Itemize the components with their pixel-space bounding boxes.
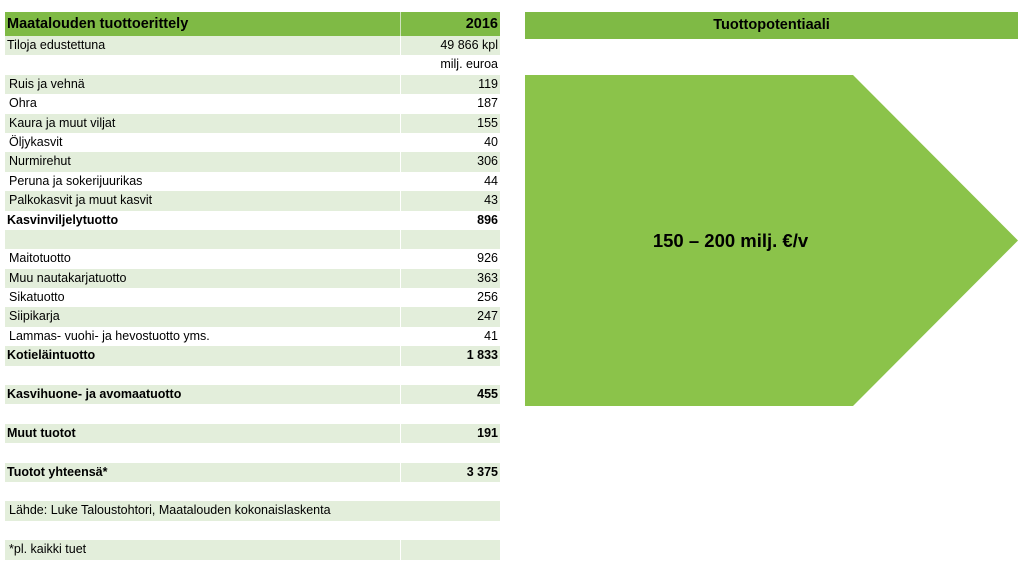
- row-value: 247: [477, 309, 498, 324]
- table-row: [5, 327, 500, 346]
- table-row: [5, 36, 500, 55]
- row-value: 1 833: [466, 348, 498, 363]
- table-row: [5, 94, 500, 113]
- row-value: 363: [477, 270, 498, 285]
- row-value: 926: [477, 251, 498, 266]
- table-row: [5, 366, 500, 385]
- row-label: Lähde: Luke Taloustohtori, Maatalouden kokonaislaskenta: [9, 503, 331, 518]
- table-row: [5, 133, 500, 152]
- table-row: [5, 211, 500, 230]
- table-row: [5, 443, 500, 462]
- row-label: Peruna ja sokerijuurikas: [9, 173, 143, 188]
- row-label: Palkokasvit ja muut kasvit: [9, 193, 153, 208]
- row-label: Ruis ja vehnä: [9, 76, 85, 91]
- row-label: Sikatuotto: [9, 290, 65, 305]
- row-label: *pl. kaikki tuet: [9, 542, 87, 557]
- row-value: 896: [477, 212, 498, 227]
- table-row: [5, 288, 500, 307]
- table-row: [5, 55, 500, 74]
- row-value: 256: [477, 290, 498, 305]
- row-value: 3 375: [466, 464, 498, 479]
- table-row: [5, 75, 500, 94]
- row-label: Kasvihuone- ja avomaatuotto: [7, 387, 182, 402]
- table-row: [5, 191, 500, 210]
- row-label: Maitotuotto: [9, 251, 71, 266]
- table-row: [5, 424, 500, 443]
- table-row: [5, 501, 500, 520]
- row-label: Tuotot yhteensä*: [7, 464, 108, 479]
- row-label: Nurmirehut: [9, 154, 71, 169]
- row-label: Ohra: [9, 96, 37, 111]
- row-label: Öljykasvit: [9, 134, 63, 149]
- table-header: [5, 12, 500, 36]
- row-value: 306: [477, 154, 498, 169]
- row-label: Kotieläintuotto: [7, 348, 96, 363]
- table-row: [5, 249, 500, 268]
- table-row: [5, 463, 500, 482]
- table-row: [5, 172, 500, 191]
- row-value: 44: [484, 173, 498, 188]
- row-value: 455: [477, 387, 498, 402]
- row-value: 187: [477, 96, 498, 111]
- table-row: [5, 307, 500, 326]
- row-label: Kaura ja muut viljat: [9, 115, 116, 130]
- row-value: 41: [484, 328, 498, 343]
- row-value: 40: [484, 134, 498, 149]
- table-row: [5, 269, 500, 288]
- row-label: Kasvinviljelytuotto: [7, 212, 119, 227]
- table-row: [5, 114, 500, 133]
- table-row: [5, 152, 500, 171]
- table-header-label: Maatalouden tuottoerittely: [7, 16, 189, 32]
- row-label: Muut tuotot: [7, 425, 76, 440]
- row-value: 191: [477, 425, 498, 440]
- table-row: [5, 385, 500, 404]
- table-row: [5, 404, 500, 423]
- revenue-table: [5, 12, 500, 560]
- table-header-year: 2016: [465, 16, 498, 32]
- table-body: [5, 36, 500, 560]
- potential-value: 150 – 200 milj. €/v: [652, 230, 809, 251]
- table-row: [5, 346, 500, 365]
- row-label: Tiloja edustettuna: [7, 38, 106, 52]
- table-row: [5, 230, 500, 249]
- row-label: Lammas- vuohi- ja hevostuotto yms.: [9, 328, 210, 343]
- potential-header: Tuottopotentiaali: [525, 12, 1018, 39]
- table-row: [5, 540, 500, 559]
- table-row: [5, 521, 500, 540]
- row-value: 49 866 kpl: [440, 38, 498, 52]
- row-value: 119: [478, 76, 498, 91]
- row-label: Siipikarja: [9, 309, 60, 324]
- row-value: milj. euroa: [440, 57, 498, 72]
- row-value: 155: [477, 115, 498, 130]
- row-value: 43: [484, 193, 498, 208]
- table-row: [5, 482, 500, 501]
- row-label: Muu nautakarjatuotto: [9, 270, 127, 285]
